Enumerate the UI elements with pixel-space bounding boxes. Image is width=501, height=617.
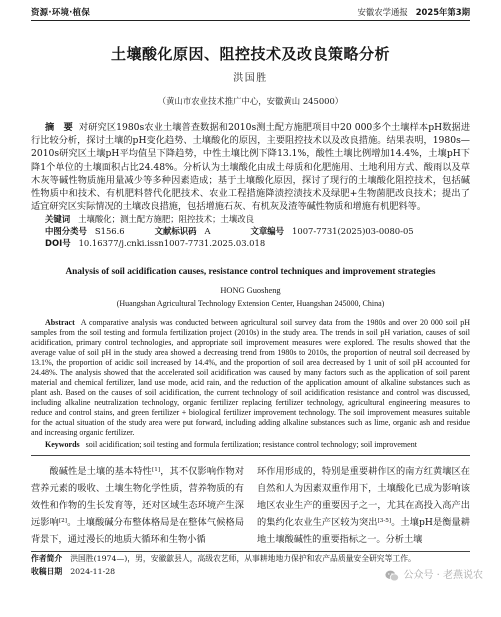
watermark — [385, 569, 483, 583]
watermark-text: 公众号 · 老燕说农 — [403, 570, 483, 581]
citation-ref: [1] — [152, 467, 161, 474]
running-header — [31, 0, 470, 21]
article-title: 土壤酸化原因、阻控技术及改良策略分析 — [110, 45, 390, 63]
english-title: Analysis of soil acidification causes, resistance control techniques and improvement strategies — [65, 267, 436, 278]
clc-label: 中图分类号 — [45, 226, 87, 237]
citation-ref: [2] — [58, 518, 68, 525]
body-paragraph-text: 。土壤酸碱分布整体格局是在整体气候格局背景下，通过漫长的地质大循环和生物小循 — [31, 517, 245, 546]
article-author: 洪国胜 — [233, 73, 268, 84]
article-no-value: 1007-7731(2025)03-0080-05 — [292, 226, 414, 237]
author-bio-label: 作者简介 — [31, 554, 63, 564]
abstract-cn-text: 对研究区1980s农业土壤普查数据和2010s测土配方施肥项目中20 000多个土壤样本pH数据进行比较分析，探讨土壤的pH变化趋势、土壤酸化的原因，主要阻控技术以及改良措施。结果表明，1980s—2010s研究区土壤pH平均值呈下降趋势，中性土壤比例下降13.1%，酸性土壤比例增加14.4%，土壤pH下降1个单位的土壤面积占比24.48%。分析认为土壤酸化由成土母质和化肥施用、土地利用方式、酸雨以及草木灰等碱性物质施用量减少等多种因素造成；基于土壤酸化原因，探讨了现行的土壤酸化阻控技术，包括碱性物质中和技术、有机肥料替代化肥技术、农业工程措施降渍控渍技术及绿肥+生物菌肥改良技术；提出了适宜研究区实际情况的土壤改良措施，包括增施石灰、有机灰及渣等碱性物质和增施有机肥料等。 — [31, 122, 471, 213]
keywords-en-text: soil acidification; soil testing and formula fertilization; resistance control technology; soil improvement — [85, 440, 417, 450]
doi-label: DOI号 — [45, 238, 71, 249]
doc-code-label: 文献标识码 — [154, 226, 197, 237]
body-paragraph-text: ，其不仅影响作物对营养元素的吸收、土壤生物化学性质，营养物质的有效性和作物的生长发育等，还对区域生态环境产生深远影响 — [31, 466, 245, 529]
abstract-cn — [31, 121, 470, 213]
body-paragraph-text: 酸碱性是土壤的基本特性 — [49, 466, 152, 478]
abstract-en-text: A comparative analysis was conducted between agricultural soil survey data from the 1980s and over 20 000 soil pH samples from the soil testing and formula fertilization project (2010s) in the study area. The trends in soil pH variation, causes of soil acidification, primary control technologies, and appropriate soil improvement measures were explored. The results showed that the average value of soil pH in the study area showed a decreasing trend from 1980s to 2010s, the proportion of neutral soil decreased by 13.1%, the proportion of acidic soil increased by 14.4%, and the proportion of soil area decreased by 1 unit of soil pH accounted for 24.48%. The analysis showed that the accelerated soil acidification was caused by many factors such as the application of soil parent material and chemical fertilizer, land use mode, acid rain, and the reduction of the application amount of alkaline substances such as plant ash. Based on the causes of soil acidification, the current technology of soil acidification resistance and control was discussed, including alkaline neutralization technology, organic fertilizer replacing fertilizer technology, agricultural engineering measures to reduce and control stains, and green fertilizer + biological fertilizer improvement technology. The soil improvement measures suitable for the actual situation of the study area were put forward, including adding alkaline substances such as lime, organic ash and residue and increasing organic fertilizer. — [31, 318, 470, 438]
keywords-en-label: Keywords — [45, 440, 80, 450]
received-date-value: 2024-11-28 — [70, 567, 116, 577]
journal-issue — [357, 7, 470, 17]
keywords-cn — [31, 213, 470, 225]
citation-ref: [3-5] — [377, 518, 392, 525]
keywords-cn-text: 土壤酸化；测土配方施肥；阻控技术；土壤改良 — [78, 214, 254, 225]
abstract-en — [31, 318, 470, 438]
abstract-en-label: Abstract — [45, 318, 75, 328]
body-paragraph-text: 。土壤pH是衡量耕地土壤酸碱性的重要指标之一。分析土壤 — [257, 517, 470, 546]
classification-line — [31, 225, 470, 237]
author-bio-text: 洪国胜(1974—)，男，安徽歙县人，高级农艺师，从事耕地地力保护和农产品质量安全研究等工作。 — [70, 554, 416, 564]
doc-code-value: A — [204, 226, 211, 237]
body-text — [31, 463, 470, 548]
doi-line — [31, 237, 470, 249]
keywords-en — [31, 440, 470, 450]
author-bio — [31, 552, 470, 565]
wechat-icon — [385, 570, 399, 582]
body-paragraph-text: 环作用形成的，特别是重要耕作区的南方红黄壤区在自然和人为因素双重作用下，土壤酸化已成为影响该地区农业生产的重要因子之一，尤其在高投入高产出的集约化农业生产区较为突出 — [257, 466, 470, 529]
clc-value: S156.6 — [94, 226, 125, 237]
article-no-label: 文章编号 — [250, 226, 285, 237]
english-author: HONG Guosheng — [220, 286, 281, 296]
keywords-cn-label: 关键词 — [45, 214, 71, 225]
section-divider — [31, 455, 470, 456]
journal-name: 安徽农学通报 — [357, 7, 408, 17]
doi-value: 10.16377/j.cnki.issn1007-7731.2025.03.018 — [78, 238, 266, 249]
author-affiliation: （黄山市农业技术推广中心，安徽黄山 245000） — [157, 96, 344, 106]
received-date-label: 收稿日期 — [31, 567, 63, 577]
issue-number: 2025年第3期 — [415, 7, 470, 17]
body-column-right — [257, 463, 470, 548]
abstract-cn-label: 摘 要 — [45, 122, 73, 133]
section-name: 资源·环境·植保 — [31, 7, 91, 17]
english-affiliation: (Huangshan Agricultural Technology Extension Center, Huangshan 245000, China) — [116, 299, 385, 309]
body-column-left — [31, 463, 244, 548]
